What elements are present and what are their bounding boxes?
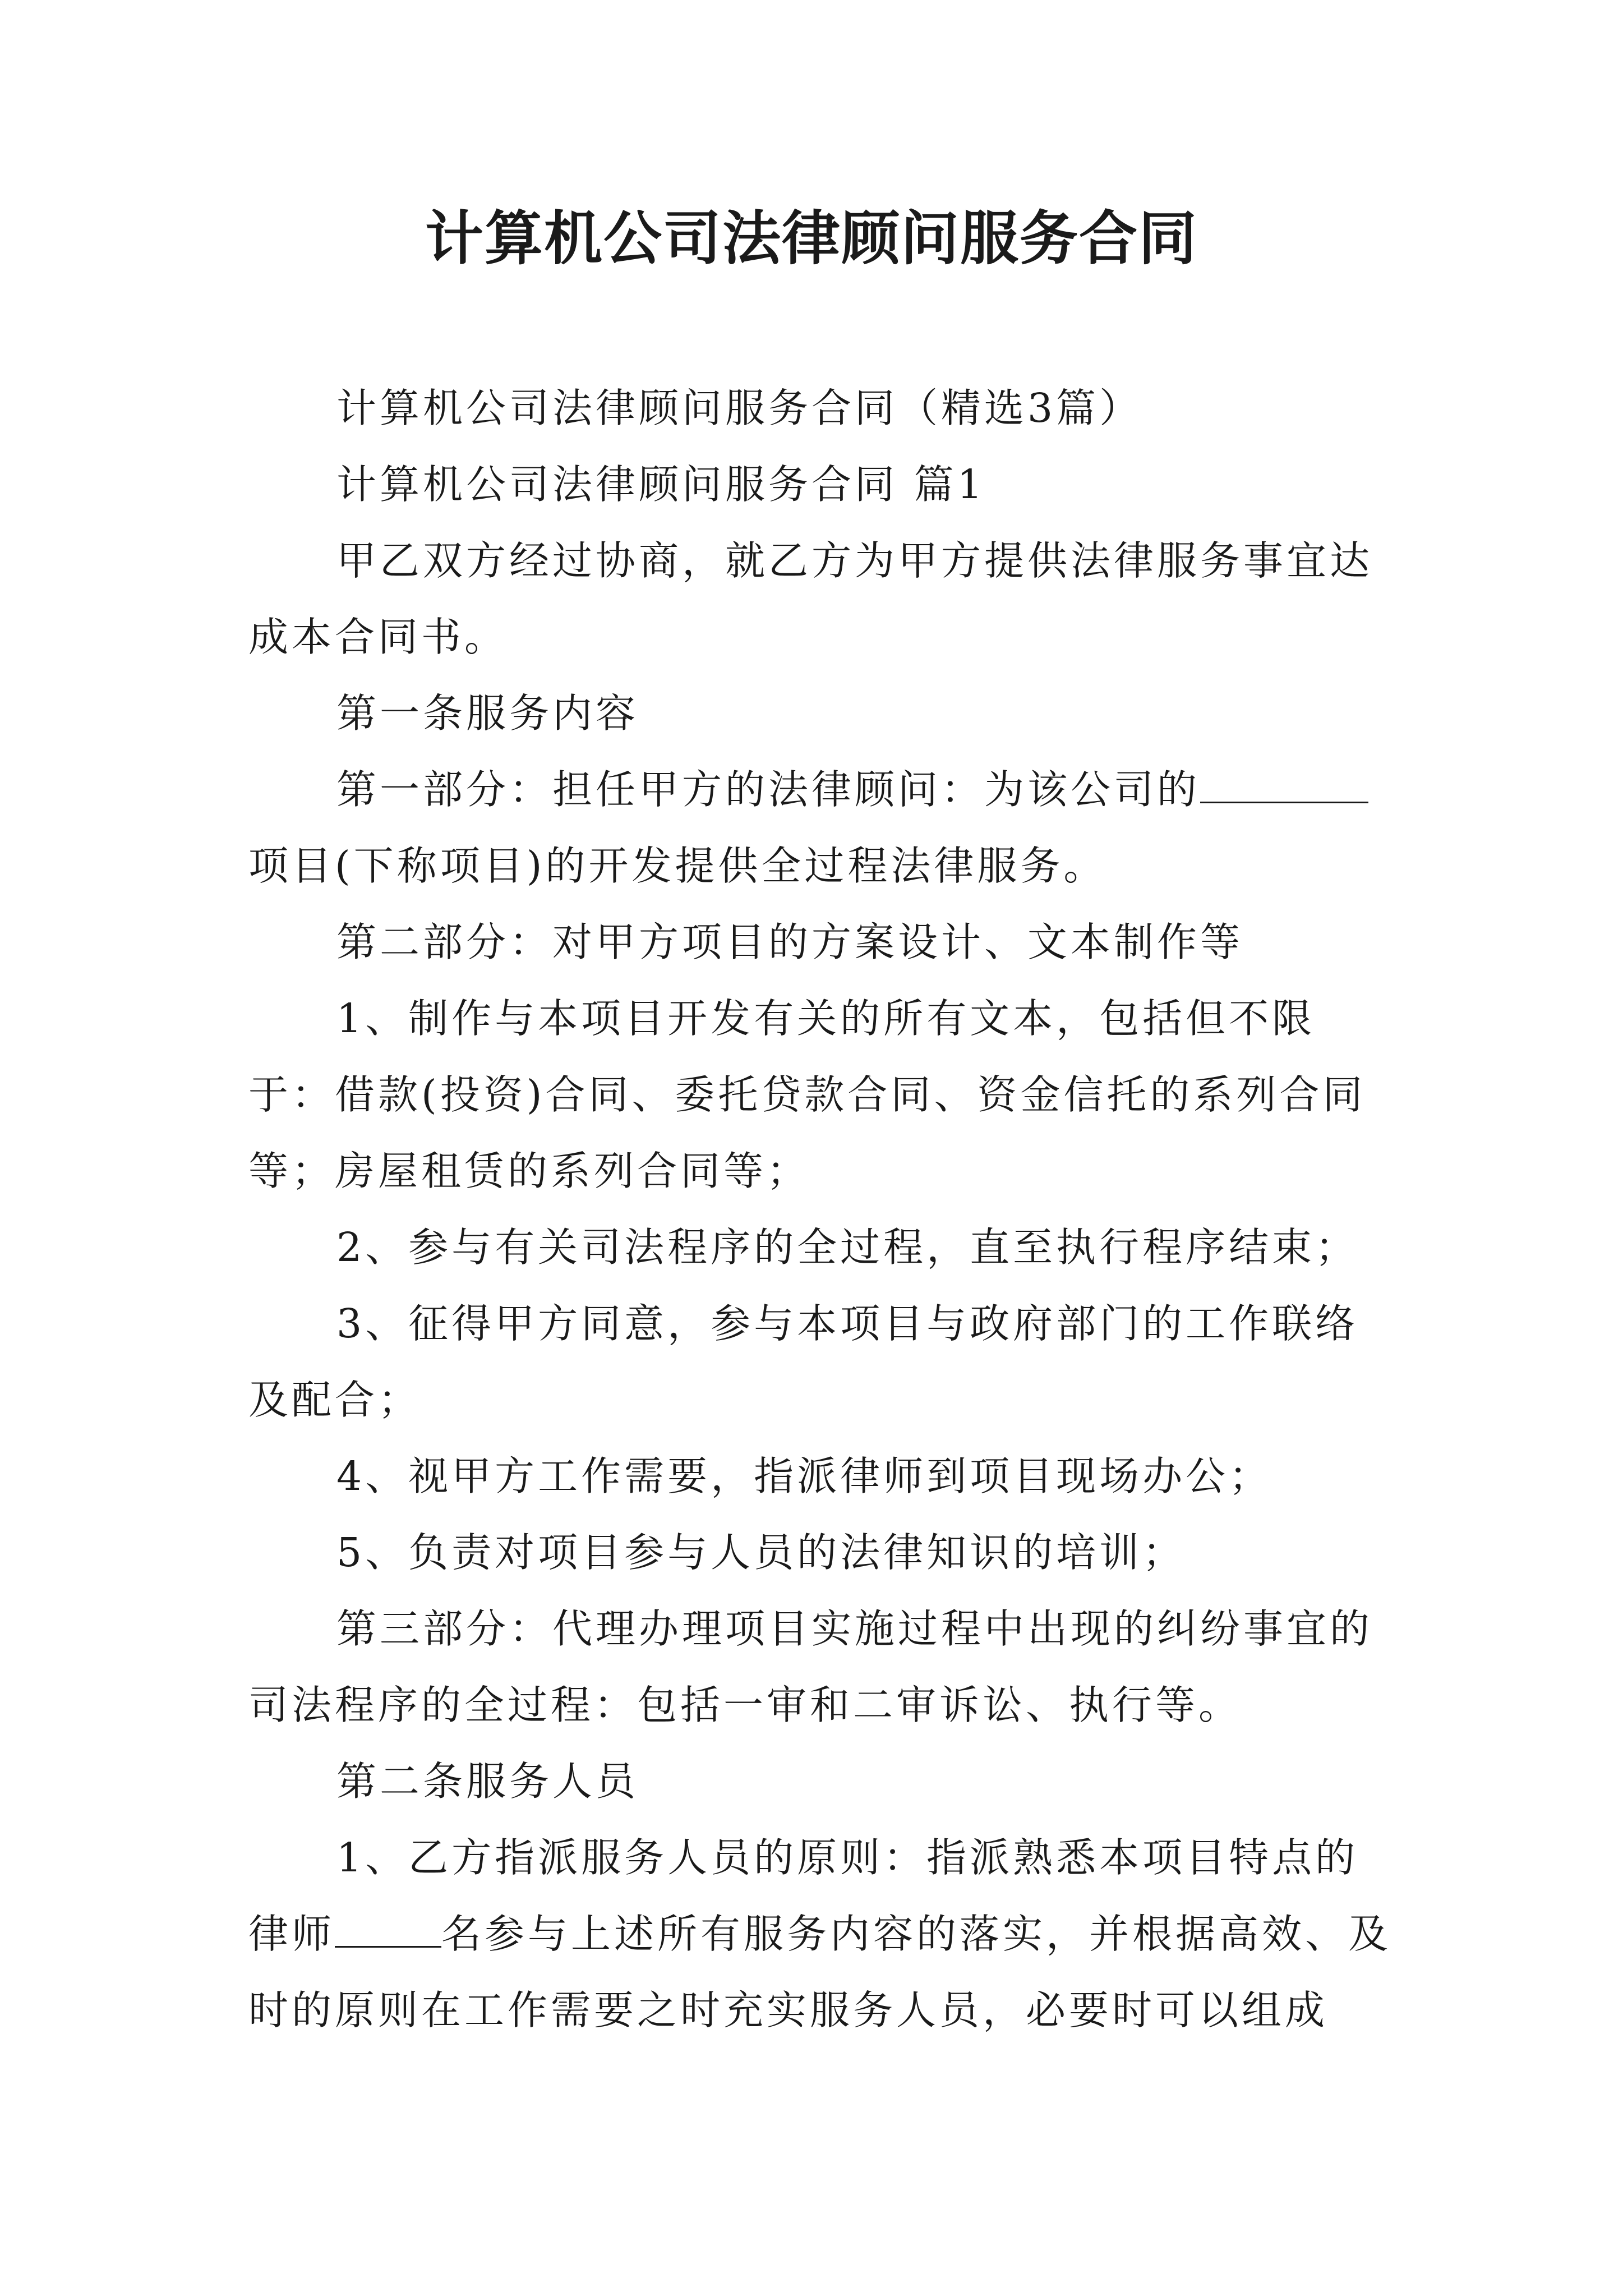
paragraph-with-blank [248, 1820, 1393, 2049]
fill-in-blank [335, 1908, 441, 1948]
paragraph-text-after-blank: 项目(下称项目)的开发提供全过程法律服务。 [248, 843, 1107, 889]
paragraph-text-before-blank: 第一部分：担任甲方的法律顾问：为该公司的 [336, 766, 1201, 813]
paragraph: 4、视甲方工作需要，指派律师到项目现场办公； [336, 1453, 1272, 1499]
paragraph: 计算机公司法律顾问服务合同 篇1 [336, 461, 986, 508]
document-title: 计算机公司法律顾问服务合同 [425, 204, 1198, 273]
paragraph-text-after-blank: 名参与上述所有服务内容的落实，并根据高效、及时的原则在工作需要之时充实服务人员，必要时可以组成 [248, 1911, 1392, 2033]
section-heading: 第一条服务内容 [336, 690, 639, 737]
paragraph: 第二部分：对甲方项目的方案设计、文本制作等 [336, 919, 1244, 965]
fill-in-blank [1200, 763, 1368, 803]
paragraph: 甲乙双方经过协商，就乙方为甲方提供法律服务事宜达成本合同书。 [248, 537, 1373, 660]
paragraph: 2、参与有关司法程序的全过程，直至执行程序结束； [336, 1224, 1359, 1271]
document-body [248, 370, 1393, 2049]
paragraph-text-before-blank: 1、乙方指派服务人员的原则：指派熟悉本项目特点的律师 [248, 1834, 1359, 1957]
paragraph: 5、负责对项目参与人员的法律知识的培训； [336, 1529, 1186, 1576]
paragraph-with-blank [248, 752, 1393, 904]
paragraph: 第三部分：代理办理项目实施过程中出现的纠纷事宜的司法程序的全过程：包括一审和二审诉讼、执行等。 [248, 1605, 1373, 1728]
section-heading: 第二条服务人员 [336, 1758, 639, 1805]
paragraph: 计算机公司法律顾问服务合同（精选3篇） [336, 385, 1143, 431]
paragraph: 1、制作与本项目开发有关的所有文本，包括但不限于：借款(投资)合同、委托贷款合同、资金信托的系列合同等；房屋租赁的系列合同等； [248, 995, 1366, 1194]
paragraph: 3、征得甲方同意，参与本项目与政府部门的工作联络及配合； [248, 1300, 1359, 1423]
